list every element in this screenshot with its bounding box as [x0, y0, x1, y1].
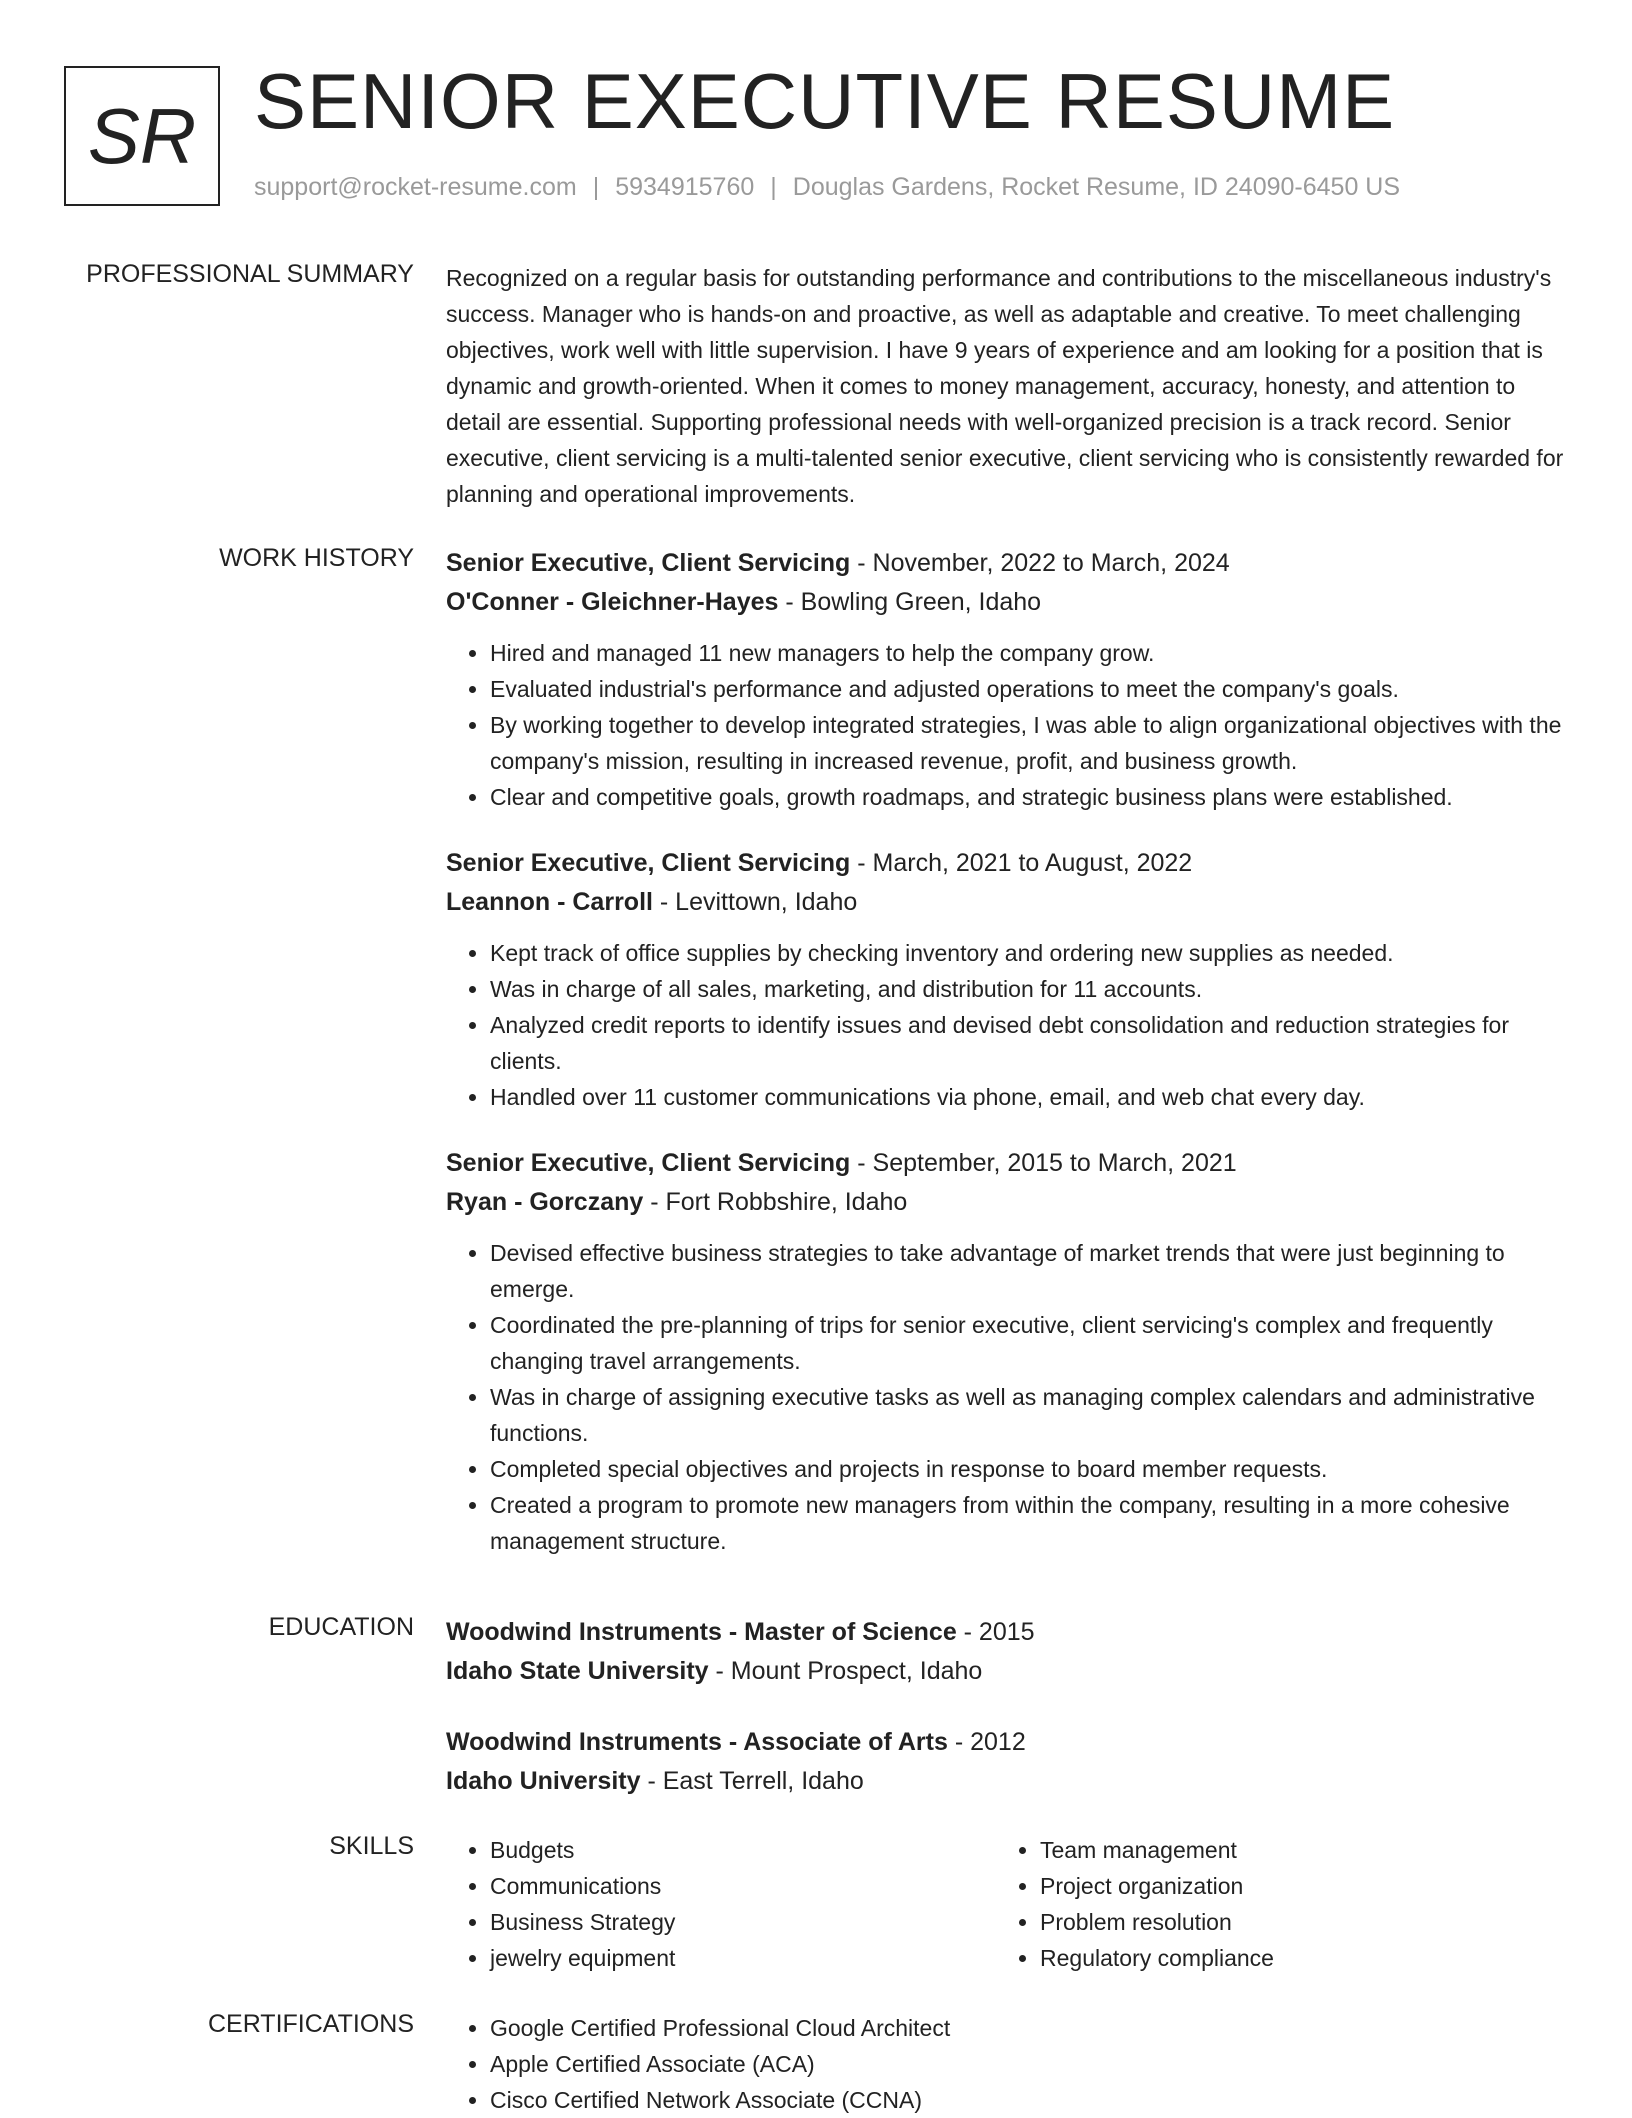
school-location: - Mount Prospect, Idaho	[708, 1657, 983, 1685]
email-text: support@rocket-resume.com	[254, 173, 577, 201]
certifications-list	[446, 2010, 1566, 2118]
degree-year: - 2012	[947, 1728, 1026, 1756]
list-item: • Was in charge of all sales, marketing, and distribution for 11 accounts.	[490, 971, 1566, 1007]
section-label-summary: PROFESSIONAL SUMMARY	[86, 260, 414, 288]
job-location: - Levittown, Idaho	[652, 888, 858, 916]
list-item: • Hired and managed 11 new managers to help the company grow.	[490, 635, 1566, 671]
school-name: Idaho University	[446, 1767, 641, 1795]
degree-line	[446, 1613, 1566, 1652]
monogram-badge: SR	[64, 66, 220, 206]
job-dates: - September, 2015 to March, 2021	[850, 1149, 1237, 1177]
job-company-line	[446, 883, 1566, 922]
job-title-line	[446, 544, 1566, 583]
school-line	[446, 1762, 1566, 1801]
list-item: • Analyzed credit reports to identify issues and devised debt consolidation and reduction strategies for clients.	[490, 1007, 1566, 1079]
address-text: Douglas Gardens, Rocket Resume, ID 24090-6450 US	[792, 173, 1401, 201]
list-item: • Kept track of office supplies by checking inventory and ordering new supplies as needed.	[490, 935, 1566, 971]
job-company: Ryan - Gorczany	[446, 1188, 644, 1216]
degree-name: Woodwind Instruments - Master of Science	[446, 1618, 957, 1646]
skills-list-right	[996, 1832, 1546, 1976]
section-label-skills: SKILLS	[329, 1832, 414, 1860]
school-name: Idaho State University	[446, 1657, 709, 1685]
school-location: - East Terrell, Idaho	[640, 1767, 864, 1795]
education-body	[446, 1613, 1566, 1833]
contact-separator: |	[592, 173, 600, 201]
job-title: Senior Executive, Client Servicing	[446, 549, 851, 577]
school-line	[446, 1652, 1566, 1691]
list-item: • Completed special objectives and projects in response to board member requests.	[490, 1451, 1566, 1487]
job-company-line	[446, 1183, 1566, 1222]
phone-text: 5934915760	[615, 173, 755, 201]
job-company-line	[446, 583, 1566, 622]
list-item: • jewelry equipment	[490, 1940, 996, 1976]
list-item: • Regulatory compliance	[1040, 1940, 1546, 1976]
job-bullets	[446, 935, 1566, 1115]
contact-separator: |	[770, 173, 777, 201]
job-location: - Bowling Green, Idaho	[778, 588, 1042, 616]
list-item: • Apple Certified Associate (ACA)	[490, 2046, 1566, 2082]
certifications-body	[446, 2010, 1566, 2118]
list-item: • Budgets	[490, 1832, 996, 1868]
list-item: • Communications	[490, 1868, 996, 1904]
section-label-education: EDUCATION	[268, 1613, 414, 1641]
summary-text: Recognized on a regular basis for outstanding performance and contributions to the miscellaneous industry's success. Manager who is hands-on and proactive, as well as adaptable and creative. To meet challenging objectives, work well with little supervision. I have 9 years of experience and am looking for a position that is dynamic and growth-oriented. When it comes to money management, accuracy, honesty, and attention to detail are essential. Supporting professional needs with well-organized precision is a track record. Senior executive, client servicing is a multi-talented senior executive, client servicing who is consistently rewarded for planning and operational improvements.	[446, 265, 1564, 507]
list-item: • Evaluated industrial's performance and adjusted operations to meet the company's goals.	[490, 671, 1566, 707]
list-item: • Created a program to promote new managers from within the company, resulting in a more cohesive management structure.	[490, 1487, 1566, 1559]
skills-body	[446, 1832, 1566, 1976]
job-location: - Fort Robbshire, Idaho	[643, 1188, 908, 1216]
job-dates: - November, 2022 to March, 2024	[850, 549, 1230, 577]
degree-line	[446, 1723, 1566, 1762]
list-item: • Problem resolution	[1040, 1904, 1546, 1940]
work-history-body	[446, 544, 1566, 1588]
list-item: • Coordinated the pre-planning of trips for senior executive, client servicing's complex and frequently changing travel arrangements.	[490, 1307, 1566, 1379]
job-company: O'Conner - Gleichner-Hayes	[446, 588, 779, 616]
list-item: • Clear and competitive goals, growth roadmaps, and strategic business plans were established.	[490, 779, 1566, 815]
list-item: • Google Certified Professional Cloud Architect	[490, 2010, 1566, 2046]
job-bullets	[446, 1235, 1566, 1559]
list-item: • Business Strategy	[490, 1904, 996, 1940]
degree-year: - 2015	[956, 1618, 1035, 1646]
job-entry	[446, 1144, 1566, 1559]
list-item: • Handled over 11 customer communications via phone, email, and web chat every day.	[490, 1079, 1566, 1115]
contact-line	[254, 173, 1400, 202]
summary-body	[446, 260, 1566, 512]
resume-title: SENIOR EXECUTIVE RESUME	[254, 57, 1396, 145]
list-item: • Devised effective business strategies to take advantage of market trends that were just beginning to emerge.	[490, 1235, 1566, 1307]
skills-list-left	[446, 1832, 996, 1976]
job-title: Senior Executive, Client Servicing	[446, 849, 851, 877]
job-title-line	[446, 1144, 1566, 1183]
job-bullets	[446, 635, 1566, 815]
job-entry	[446, 544, 1566, 815]
list-item: • Cisco Certified Network Associate (CCNA)	[490, 2082, 1566, 2118]
skills-grid	[446, 1832, 1566, 1976]
job-company: Leannon - Carroll	[446, 888, 653, 916]
education-entry	[446, 1613, 1566, 1691]
job-title-line	[446, 844, 1566, 883]
list-item: • Team management	[1040, 1832, 1546, 1868]
job-entry	[446, 844, 1566, 1115]
job-dates: - March, 2021 to August, 2022	[850, 849, 1193, 877]
list-item: • Project organization	[1040, 1868, 1546, 1904]
list-item: • Was in charge of assigning executive tasks as well as managing complex calendars and administrative functions.	[490, 1379, 1566, 1451]
job-title: Senior Executive, Client Servicing	[446, 1149, 851, 1177]
section-label-certifications: CERTIFICATIONS	[207, 2010, 414, 2038]
section-label-work-history: WORK HISTORY	[219, 544, 414, 572]
education-entry	[446, 1723, 1566, 1801]
degree-name: Woodwind Instruments - Associate of Arts	[446, 1728, 948, 1756]
list-item: • By working together to develop integrated strategies, I was able to align organizational objectives with the company's mission, resulting in increased revenue, profit, and business growth.	[490, 707, 1566, 779]
